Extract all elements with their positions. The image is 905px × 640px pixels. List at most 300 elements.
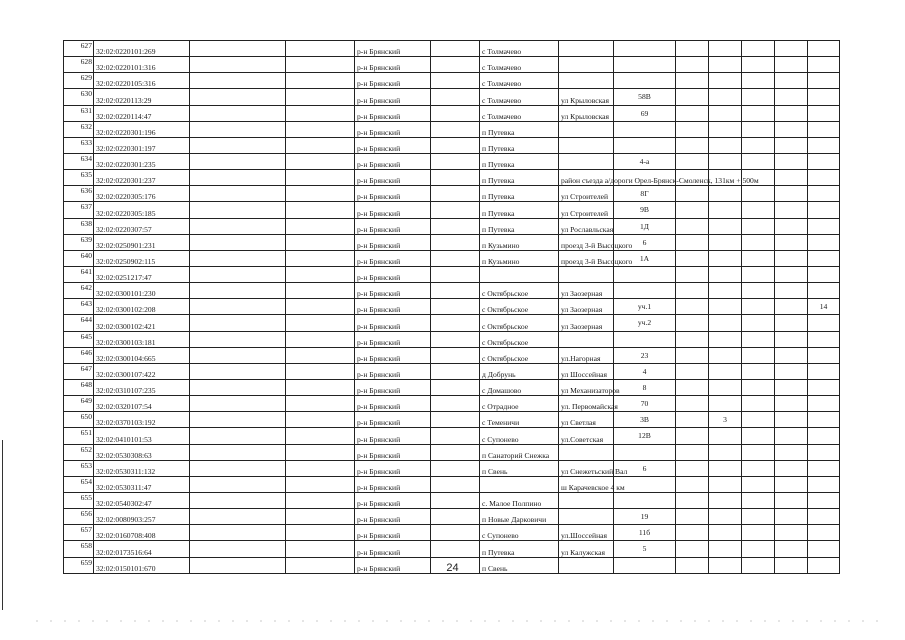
locality: п Путевка [480,202,559,218]
row-number: 645 [64,331,94,347]
empty-cell [431,234,480,250]
row-number: 659 [64,557,94,573]
street: ул Снежетьский Вал [559,460,614,476]
district: р-н Брянский [355,283,431,299]
street [559,137,614,153]
street: ш Карачевское 4 км [559,476,614,492]
empty-cell [286,186,355,202]
building-number [709,444,742,460]
house-number: 4-а [614,153,676,169]
empty-cell [431,299,480,315]
row-number: 632 [64,121,94,137]
building-number [709,202,742,218]
extra-value [808,186,840,202]
cadastral-number: 32:02:0150101:670 [94,557,190,573]
empty-cell [742,460,775,476]
empty-cell [431,283,480,299]
empty-cell [286,444,355,460]
empty-cell [190,218,286,234]
locality: с Супонево [480,525,559,541]
empty-cell [190,444,286,460]
extra-value [808,121,840,137]
locality: с Октябрьское [480,315,559,331]
locality [480,266,559,282]
empty-cell [190,492,286,508]
locality: с Толмачево [480,89,559,105]
cadastral-number: 32:02:0300102:421 [94,315,190,331]
row-number: 640 [64,250,94,266]
table-row [64,299,840,315]
empty-cell [431,541,480,557]
empty-cell [775,299,808,315]
empty-cell [676,186,709,202]
street: ул Рославльская [559,218,614,234]
street: ул Заозерная [559,315,614,331]
locality: с Октябрьское [480,299,559,315]
empty-cell [742,202,775,218]
empty-cell [431,218,480,234]
district: р-н Брянский [355,347,431,363]
empty-cell [742,234,775,250]
extra-value [808,283,840,299]
empty-cell [431,170,480,186]
empty-cell [190,412,286,428]
building-number [709,476,742,492]
house-number: 1А [614,250,676,266]
cadastral-number: 32:02:0320107:54 [94,396,190,412]
empty-cell [775,186,808,202]
empty-cell [676,153,709,169]
house-number [614,331,676,347]
table-row [64,396,840,412]
row-number: 649 [64,396,94,412]
row-number: 647 [64,363,94,379]
district: р-н Брянский [355,315,431,331]
empty-cell [742,250,775,266]
empty-cell [190,476,286,492]
district: р-н Брянский [355,331,431,347]
empty-cell [286,428,355,444]
empty-cell [190,121,286,137]
street: ул Крыловская [559,89,614,105]
empty-cell [676,509,709,525]
locality: п Путевка [480,121,559,137]
table-row [64,121,840,137]
building-number [709,153,742,169]
building-number [709,105,742,121]
empty-cell [431,73,480,89]
empty-cell [190,153,286,169]
empty-cell [775,153,808,169]
empty-cell [190,299,286,315]
table-row [64,57,840,73]
row-number: 630 [64,89,94,105]
table-row [64,379,840,395]
empty-cell [286,234,355,250]
empty-cell [431,153,480,169]
empty-cell [775,412,808,428]
empty-cell [190,396,286,412]
street [559,57,614,73]
empty-cell [742,153,775,169]
empty-cell [742,186,775,202]
empty-cell [431,525,480,541]
empty-cell [676,363,709,379]
empty-cell [676,347,709,363]
house-number: 11б [614,525,676,541]
empty-cell [190,266,286,282]
cadastral-number: 32:02:0300102:208 [94,299,190,315]
empty-cell [286,299,355,315]
empty-cell [431,266,480,282]
empty-cell [431,41,480,57]
empty-cell [190,347,286,363]
street [559,41,614,57]
cadastral-number: 32:02:0220305:185 [94,202,190,218]
locality: с Толмачево [480,57,559,73]
district: р-н Брянский [355,186,431,202]
empty-cell [286,525,355,541]
empty-cell [286,41,355,57]
empty-cell [431,428,480,444]
building-number [709,137,742,153]
table-row [64,153,840,169]
empty-cell [431,379,480,395]
empty-cell [676,428,709,444]
empty-cell [676,202,709,218]
extra-value [808,234,840,250]
empty-cell [676,476,709,492]
locality: с Толмачево [480,105,559,121]
extra-value [808,492,840,508]
empty-cell [775,476,808,492]
empty-cell [676,460,709,476]
empty-cell [742,41,775,57]
building-number: 3 [709,412,742,428]
locality: п Новые Дарковичи [480,509,559,525]
extra-value [808,476,840,492]
district: р-н Брянский [355,202,431,218]
cadastral-number: 32:02:0530308:63 [94,444,190,460]
empty-cell [676,396,709,412]
building-number [709,234,742,250]
empty-cell [431,412,480,428]
district: р-н Брянский [355,218,431,234]
street: ул Крыловская [559,105,614,121]
extra-value [808,347,840,363]
cadastral-number: 32:02:0220301:196 [94,121,190,137]
cadastral-registry-table [63,40,840,574]
house-number [614,121,676,137]
empty-cell [190,283,286,299]
house-number: 6 [614,234,676,250]
locality: п Путевка [480,170,559,186]
empty-cell [742,541,775,557]
cadastral-number: 32:02:0310107:235 [94,379,190,395]
locality: п Свень [480,460,559,476]
empty-cell [286,73,355,89]
house-number [614,266,676,282]
table-row [64,89,840,105]
empty-cell [775,218,808,234]
row-number: 638 [64,218,94,234]
house-number [614,492,676,508]
empty-cell [431,89,480,105]
empty-cell [676,299,709,315]
row-number: 639 [64,234,94,250]
extra-value [808,396,840,412]
district: р-н Брянский [355,412,431,428]
empty-cell [742,492,775,508]
cadastral-number: 32:02:0220113:29 [94,89,190,105]
row-number: 633 [64,137,94,153]
extra-value [808,89,840,105]
empty-cell [431,492,480,508]
table-row [64,105,840,121]
cadastral-number: 32:02:0220301:235 [94,153,190,169]
empty-cell [431,509,480,525]
district: р-н Брянский [355,525,431,541]
empty-cell [676,283,709,299]
building-number [709,347,742,363]
building-number [709,57,742,73]
house-number: 70 [614,396,676,412]
empty-cell [775,137,808,153]
district: р-н Брянский [355,73,431,89]
empty-cell [190,363,286,379]
empty-cell [190,234,286,250]
street [559,266,614,282]
table-row [64,347,840,363]
empty-cell [190,170,286,186]
cadastral-number: 32:02:0160708:408 [94,525,190,541]
cadastral-number: 32:02:0370103:192 [94,412,190,428]
table-row [64,331,840,347]
empty-cell [742,121,775,137]
district: р-н Брянский [355,541,431,557]
empty-cell [775,331,808,347]
locality: п Кузьмино [480,250,559,266]
extra-value [808,202,840,218]
locality: с Октябрьское [480,283,559,299]
locality: с Теменичи [480,412,559,428]
district: р-н Брянский [355,121,431,137]
extra-value [808,41,840,57]
locality: п Путевка [480,153,559,169]
empty-cell [775,315,808,331]
extra-value [808,153,840,169]
cadastral-number: 32:02:0220101:269 [94,41,190,57]
empty-cell [190,379,286,395]
empty-cell [775,250,808,266]
house-number: 5 [614,541,676,557]
cadastral-number: 32:02:0173516:64 [94,541,190,557]
empty-cell [676,121,709,137]
district: р-н Брянский [355,266,431,282]
house-number: уч.2 [614,315,676,331]
house-number [614,283,676,299]
empty-cell [676,57,709,73]
locality: д Добрунь [480,363,559,379]
cadastral-number: 32:02:0250901:231 [94,234,190,250]
street: ул Заозерная [559,283,614,299]
locality: с Супонево [480,428,559,444]
row-number: 634 [64,153,94,169]
house-number: 8Г [614,186,676,202]
empty-cell [676,379,709,395]
building-number [709,89,742,105]
empty-cell [286,121,355,137]
empty-cell [431,396,480,412]
row-number: 627 [64,41,94,57]
empty-cell [775,121,808,137]
empty-cell [286,379,355,395]
district: р-н Брянский [355,476,431,492]
building-number [709,218,742,234]
locality: п Свень [480,557,559,573]
empty-cell [775,266,808,282]
building-number [709,363,742,379]
row-number: 636 [64,186,94,202]
district: р-н Брянский [355,363,431,379]
house-number [614,444,676,460]
extra-value [808,412,840,428]
empty-cell [286,331,355,347]
empty-cell [775,105,808,121]
district: р-н Брянский [355,557,431,573]
building-number [709,41,742,57]
row-number: 631 [64,105,94,121]
building-number [709,299,742,315]
empty-cell [775,444,808,460]
street: проезд 3-й Высоцкого [559,234,614,250]
house-number: 9В [614,202,676,218]
empty-cell [286,202,355,218]
empty-cell [190,41,286,57]
street: ул Механизаторов [559,379,614,395]
empty-cell [742,412,775,428]
empty-cell [775,234,808,250]
extra-value [808,444,840,460]
house-number: 1Д [614,218,676,234]
extra-value [808,105,840,121]
district: р-н Брянский [355,428,431,444]
table-row [64,250,840,266]
empty-cell [775,202,808,218]
empty-cell [742,444,775,460]
empty-cell [286,347,355,363]
table-row [64,476,840,492]
empty-cell [775,525,808,541]
table-row [64,541,840,557]
building-number [709,428,742,444]
empty-cell [742,525,775,541]
locality: п Путевка [480,541,559,557]
empty-cell [676,444,709,460]
empty-cell [431,331,480,347]
extra-value [808,363,840,379]
row-number: 646 [64,347,94,363]
empty-cell [286,396,355,412]
empty-cell [742,315,775,331]
empty-cell [775,396,808,412]
table-row [64,202,840,218]
cadastral-number: 32:02:0220301:197 [94,137,190,153]
empty-cell [676,89,709,105]
building-number [709,186,742,202]
empty-cell [286,476,355,492]
district: р-н Брянский [355,492,431,508]
building-number [709,266,742,282]
cadastral-number: 32:02:0300101:230 [94,283,190,299]
empty-cell [190,89,286,105]
empty-cell [431,121,480,137]
district: р-н Брянский [355,460,431,476]
empty-cell [431,105,480,121]
empty-cell [286,283,355,299]
empty-cell [775,170,808,186]
street: ул. Первомайская [559,396,614,412]
empty-cell [431,476,480,492]
table-row [64,428,840,444]
empty-cell [676,266,709,282]
locality: с Отрадное [480,396,559,412]
building-number [709,250,742,266]
building-number [709,331,742,347]
table-body [64,41,840,574]
empty-cell [742,283,775,299]
empty-cell [190,186,286,202]
empty-cell [775,509,808,525]
row-number: 628 [64,57,94,73]
district: р-н Брянский [355,444,431,460]
empty-cell [286,266,355,282]
table-row [64,525,840,541]
extra-value: 14 [808,299,840,315]
house-number [614,41,676,57]
building-number [709,509,742,525]
row-number: 629 [64,73,94,89]
empty-cell [775,428,808,444]
cadastral-number: 32:02:0220301:237 [94,170,190,186]
street: проезд 3-й Высоцкого [559,250,614,266]
street [559,153,614,169]
empty-cell [286,89,355,105]
house-number [614,137,676,153]
district: р-н Брянский [355,89,431,105]
table-row [64,218,840,234]
row-number: 641 [64,266,94,282]
empty-cell [676,492,709,508]
extra-value [808,331,840,347]
building-number [709,525,742,541]
locality: п Кузьмино [480,234,559,250]
cadastral-number: 32:02:0220305:176 [94,186,190,202]
row-number: 653 [64,460,94,476]
table-row [64,41,840,57]
locality: п Путевка [480,186,559,202]
empty-cell [676,315,709,331]
empty-cell [286,105,355,121]
table-row [64,73,840,89]
row-number: 655 [64,492,94,508]
empty-cell [676,218,709,234]
house-number: 23 [614,347,676,363]
row-number: 658 [64,541,94,557]
empty-cell [190,105,286,121]
empty-cell [775,73,808,89]
cadastral-number: 32:02:0080903:257 [94,509,190,525]
